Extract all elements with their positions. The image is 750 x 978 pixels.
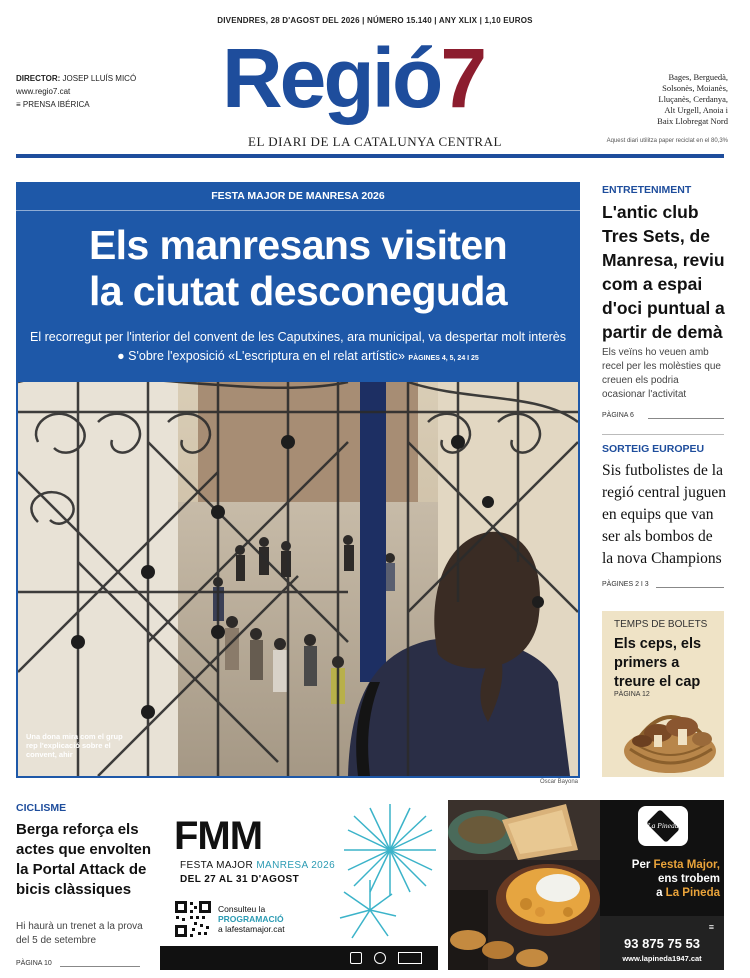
story2-headline[interactable]: Sis futbolistes de la regió central juguen en equips que van ser als bombos de la nova Champions (602, 462, 726, 567)
lead-kicker: FESTA MAJOR DE MANRESA 2026 (211, 190, 385, 202)
city-shield-icon (350, 952, 362, 964)
ciclisme-kicker: CICLISME (16, 802, 67, 814)
food-photo-ad[interactable] (448, 800, 600, 970)
story3-page: PÀGINA 12 (614, 691, 650, 698)
lead-headline[interactable] (16, 222, 580, 314)
la-pineda-ad[interactable] (600, 800, 724, 970)
fmm-dates: DEL 27 AL 31 D'AGOST (180, 874, 300, 885)
story1-page[interactable]: PÀGINA 6 (602, 412, 634, 419)
region-line: Solsonès, Moianès, (662, 83, 728, 93)
story2-page[interactable]: PÀGINES 2 I 3 (602, 581, 649, 588)
date-line: DIVENDRES, 28 D'AGOST DEL 2026 | NÚMERO 15.140 | ANY XLIX | 1,10 EUROS (217, 16, 533, 25)
la-pineda-phone[interactable]: 93 875 75 53 (624, 936, 700, 951)
bolets-box[interactable] (602, 611, 724, 777)
website[interactable]: www.regio7.cat (16, 87, 71, 96)
mushroom-basket-icon (620, 697, 724, 775)
la-pineda-brand: La Pineda (647, 821, 679, 830)
lead-kicker-divider (16, 210, 580, 211)
photo-caption: Una dona mira com el grup rep l'explicació sobre el convent, ahir (26, 732, 123, 759)
story2-kicker: SORTEIG EUROPEU (602, 443, 705, 455)
director-info (16, 72, 136, 111)
sidebar-divider (602, 434, 724, 435)
sponsor-logo-icon (398, 952, 422, 964)
ciclisme-body: Hi haurà un trenet a la prova del 5 de setembre (16, 921, 143, 946)
qr-code-icon[interactable] (174, 900, 212, 938)
regions-list (628, 72, 728, 127)
la-pineda-text-3: ens trobem (658, 873, 720, 885)
ciclisme-rule (60, 966, 140, 967)
story1-rule (648, 418, 724, 419)
fmm-festa-label: FESTA MAJOR (180, 860, 254, 871)
fmm-logo-text: FMM (174, 814, 263, 858)
sponsor-logo-icon (374, 952, 386, 964)
paper-note: Aquest diari utilitza paper reciclat en el 80,3% (606, 138, 728, 144)
region-line: Bages, Berguedà, (668, 72, 728, 82)
story1-kicker: ENTRETENIMENT (602, 184, 692, 196)
region-line: Lluçanès, Cerdanya, (658, 94, 728, 104)
fmm-consult-2[interactable]: PROGRAMACIÓ (218, 914, 284, 924)
la-pineda-web[interactable]: www.lapineda1947.cat (622, 954, 702, 963)
lead-headline-line1: Els manresans visiten (88, 222, 508, 268)
fmm-festa-line (180, 860, 335, 871)
tagline: EL DIARI DE LA CATALUNYA CENTRAL (248, 134, 502, 149)
lead-subhead-text: El recorregut per l'interior del convent de les Caputxines, ara municipal, va despertar molt interès ● S'obre l'exposició «L'escriptura en el relat artístic» (30, 330, 566, 363)
fmm-manresa-label: MANRESA 2026 (256, 860, 336, 871)
food-plates-photo (448, 800, 600, 970)
ciclisme-headline[interactable]: Berga reforça els actes que envolten la Portal Attack de bicis clàssiques (16, 821, 152, 898)
story3-kicker: TEMPS DE BOLETS (614, 619, 708, 630)
lead-subhead (30, 328, 566, 368)
region-line: Alt Urgell, Anoia i (664, 105, 728, 115)
story2-rule (656, 587, 724, 588)
director-label: DIRECTOR: (16, 74, 61, 83)
convent-grille-photo (18, 382, 578, 776)
la-pineda-text-2: Festa Major, (653, 859, 720, 871)
lead-photo[interactable] (18, 382, 578, 776)
la-pineda-text-1: Per (631, 859, 651, 871)
menu-icon: ≡ (708, 922, 714, 932)
logo-number: 7 (440, 31, 485, 125)
publisher: PRENSA IBÉRICA (22, 100, 90, 109)
logo-text: Regió (222, 31, 441, 125)
fmm-consult-3[interactable]: a lafestamajor.cat (218, 924, 285, 934)
director-name: JOSEP LLUÍS MICÓ (62, 74, 137, 83)
fireworks-icon (330, 800, 438, 946)
la-pineda-text-5: La Pineda (665, 887, 720, 899)
publisher-icon: ≡ (16, 100, 21, 109)
fmm-consult (218, 904, 285, 934)
fmm-consult-1: Consulteu la (218, 904, 266, 914)
fmm-logo (174, 814, 262, 858)
newspaper-logo[interactable] (222, 28, 532, 128)
ciclisme-page[interactable]: PÀGINA 10 (16, 960, 52, 967)
fmm-sponsor-bar (160, 946, 438, 970)
masthead-rule (16, 154, 724, 158)
la-pineda-message (606, 858, 720, 900)
story1-body: Els veïns ho veuen amb recel per les molèsties que creuen els podria ocasionar l'activitat (602, 347, 721, 400)
photo-credit: Oscar Bayona (540, 779, 579, 785)
lead-headline-line2: la ciutat desconeguda (88, 268, 507, 314)
story3-headline: Els ceps, els primers a treure el cap (614, 636, 702, 690)
lead-subhead-pages: PÀGINES 4, 5, 24 I 25 (408, 355, 479, 362)
la-pineda-text-4: a (656, 887, 663, 899)
region-line: Baix Llobregat Nord (657, 116, 728, 126)
la-pineda-contact (600, 916, 724, 970)
story1-headline[interactable]: L'antic club Tres Sets, de Manresa, reviu com a espai d'oci puntual a partir de demà (602, 202, 725, 342)
la-pineda-logo (638, 806, 688, 846)
fmm-ad[interactable] (160, 800, 438, 970)
